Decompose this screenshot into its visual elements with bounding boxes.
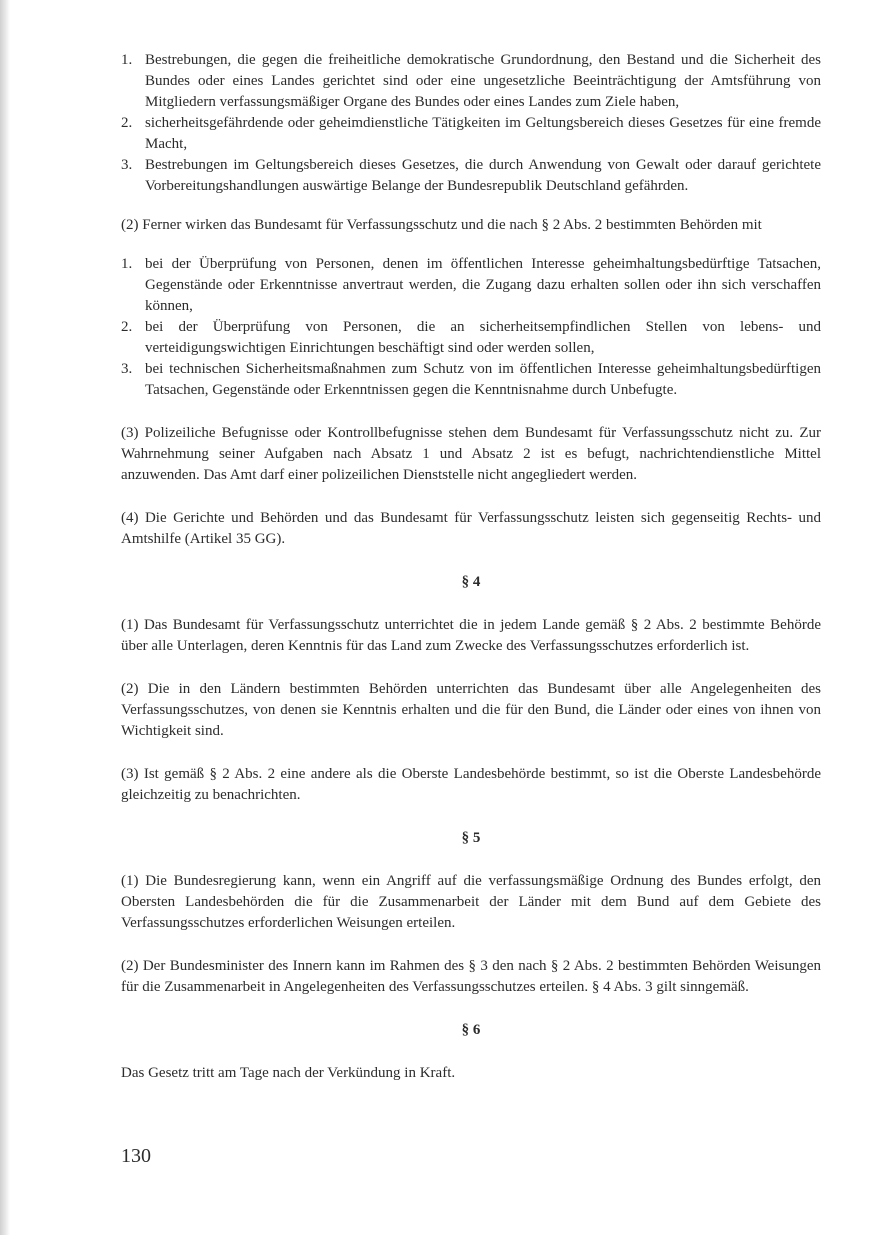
list-item (121, 155, 821, 197)
list-item (121, 317, 821, 359)
document-page (121, 50, 821, 1084)
section-heading-4: § 4 (461, 574, 481, 590)
list-item-text: sicherheitsgefährdende oder geheimdienstliche Tätigkeiten im Geltungsbereich dieses Gesetzes für eine fremde Macht, (145, 115, 821, 152)
list-section3-para1 (121, 50, 821, 197)
section-heading-5: § 5 (461, 830, 481, 846)
list-item (121, 113, 821, 155)
paragraph-3-3: (3) Polizeiliche Befugnisse oder Kontrollbefugnisse stehen dem Bundesamt für Verfassungsschutz nicht zu. Zur Wahrnehmung seiner Aufgaben nach Absatz 1 und Absatz 2 ist es befugt, nachrichtendienstliche Mittel anzuwenden. Das Amt darf einer polizeilichen Dienststelle nicht angegliedert werden. (121, 425, 821, 483)
list-item (121, 50, 821, 113)
list-item-number: 2. (121, 115, 133, 131)
list-item (121, 359, 821, 401)
list-item-number: 3. (121, 361, 133, 377)
list-item-number: 1. (121, 52, 133, 68)
list-item-text: Bestrebungen im Geltungsbereich dieses Gesetzes, die durch Anwendung von Gewalt oder darauf gerichtete Vorbereitungshandlungen auswärtige Belange der Bundesrepublik Deutschland gefährden. (145, 157, 821, 194)
paragraph-4-3: (3) Ist gemäß § 2 Abs. 2 eine andere als die Oberste Landesbehörde bestimmt, so ist die Oberste Landesbehörde gleichzeitig zu benachrichten. (121, 766, 821, 803)
list-item-number: 1. (121, 256, 133, 272)
paragraph-6: Das Gesetz tritt am Tage nach der Verkündung in Kraft. (121, 1065, 456, 1081)
list-item-number: 3. (121, 157, 133, 173)
page-number: 130 (121, 1145, 151, 1167)
paragraph-4-2: (2) Die in den Ländern bestimmten Behörden unterrichten das Bundesamt über alle Angelegenheiten des Verfassungsschutzes, von denen sie Kenntnis erhalten und die für den Bund, die Länder oder eines von ihnen von Wichtigkeit sind. (121, 681, 821, 739)
list-item (121, 254, 821, 317)
section-heading-6: § 6 (461, 1022, 481, 1038)
list-item-text: bei der Überprüfung von Personen, denen im öffentlichen Interesse geheimhaltungsbedürftige Tatsachen, Gegenstände oder Erkenntnisse anvertraut werden, die Zugang dazu erhalten sollen oder ihn sich verschaffen können, (145, 256, 821, 314)
paragraph-5-1: (1) Die Bundesregierung kann, wenn ein Angriff auf die verfassungsmäßige Ordnung des Bundes erfolgt, den Obersten Landesbehörden die für die Zusammenarbeit der Länder mit dem Bund auf dem Gebiete des Verfassungsschutzes erforderlichen Weisungen erteilen. (121, 873, 821, 931)
list-item-number: 2. (121, 319, 133, 335)
page-binding-edge (0, 0, 10, 1235)
list-item-text: bei der Überprüfung von Personen, die an sicherheitsempfindlichen Stellen von lebens- und verteidigungswichtigen Einrichtungen beschäftigt sind oder werden sollen, (145, 319, 821, 356)
list-item-text: Bestrebungen, die gegen die freiheitliche demokratische Grundordnung, den Bestand und die Sicherheit des Bundes oder eines Landes gerichtet sind oder eine ungesetzliche Beeinträchtigung der Amtsführung von Mitgliedern verfassungsmäßiger Organe des Bundes oder eines Landes zum Ziele haben, (145, 52, 821, 110)
paragraph-3-4: (4) Die Gerichte und Behörden und das Bundesamt für Verfassungsschutz leisten sich gegenseitig Rechts- und Amtshilfe (Artikel 35 GG). (121, 510, 821, 547)
list-section3-para2 (121, 254, 821, 401)
list-item-text: bei technischen Sicherheitsmaßnahmen zum Schutz von im öffentlichen Interesse geheimhaltungsbedürftigen Tatsachen, Gegenstände oder Erkenntnissen gegen die Kenntnisnahme durch Unbefugte. (145, 361, 821, 398)
paragraph-5-2: (2) Der Bundesminister des Innern kann im Rahmen des § 3 den nach § 2 Abs. 2 bestimmten Behörden Weisungen für die Zusammenarbeit in Angelegenheiten des Verfassungsschutzes erteilen. § 4 Abs. 3 gilt sinngemäß. (121, 958, 821, 995)
paragraph-3-2-intro: (2) Ferner wirken das Bundesamt für Verfassungsschutz und die nach § 2 Abs. 2 bestimmten Behörden mit (121, 217, 762, 233)
paragraph-4-1: (1) Das Bundesamt für Verfassungsschutz unterrichtet die in jedem Lande gemäß § 2 Abs. 2 bestimmte Behörde über alle Unterlagen, deren Kenntnis für das Land zum Zwecke des Verfassungsschutzes erforderlich ist. (121, 617, 821, 654)
